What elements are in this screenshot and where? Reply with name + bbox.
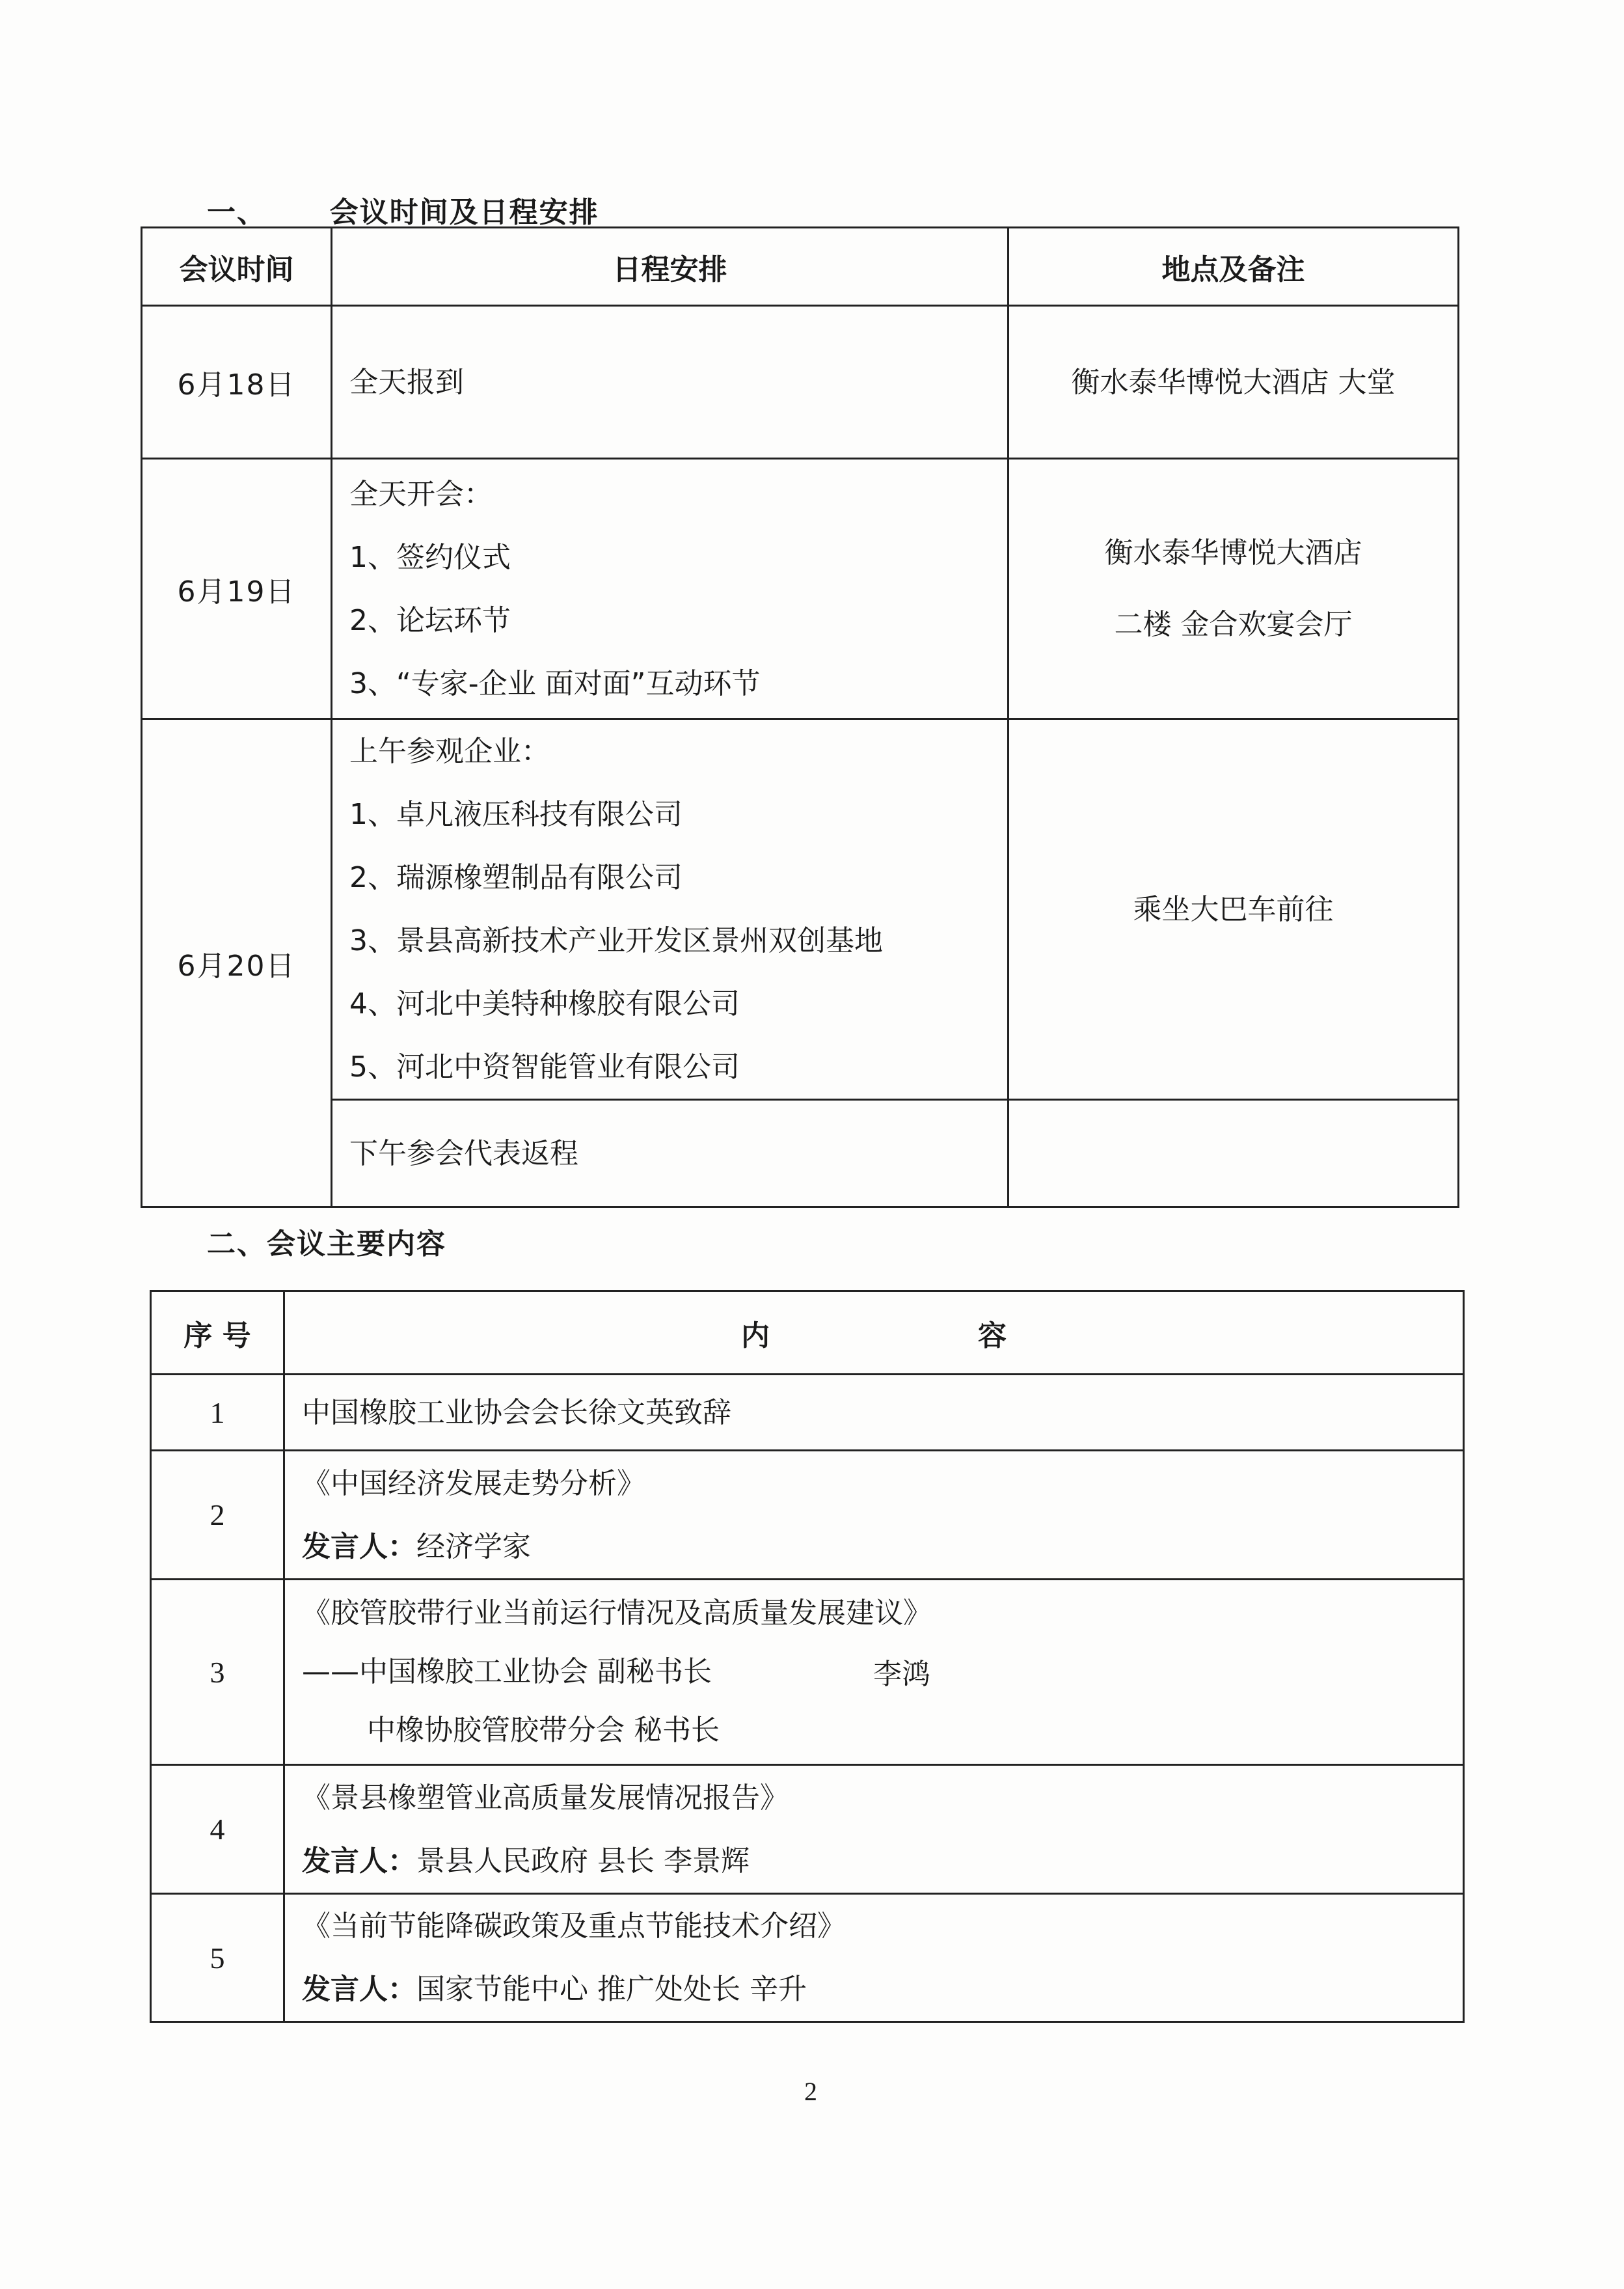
section-1-number: 一、: [207, 196, 267, 229]
location-cell: [1008, 459, 1459, 719]
content-line: 《胶管胶带行业当前运行情况及高质量发展建议》: [302, 1597, 932, 1630]
agenda-item: 1、卓凡液压科技有限公司: [349, 798, 683, 831]
agenda-item: 上午参观企业：: [349, 735, 550, 768]
content-line: 《当前节能降碳政策及重点节能技术介绍》: [302, 1910, 846, 1943]
agenda-item: 2、瑞源橡塑制品有限公司: [349, 861, 683, 894]
row-number: 1: [151, 1375, 284, 1451]
speaker-label: 发言人：: [302, 1973, 416, 2006]
content-cell: [284, 1580, 1464, 1765]
header-content-char-2: 容: [978, 1319, 1007, 1352]
speaker-name: 经济学家: [416, 1529, 531, 1563]
header-number: 序 号: [151, 1291, 284, 1375]
content-header-row: [151, 1291, 1464, 1375]
speaker-line: [302, 1830, 1463, 1893]
row-number: 3: [151, 1580, 284, 1765]
speaker-name: 景县人民政府 县长 李景辉: [416, 1844, 750, 1878]
agenda-item: 3、“专家-企业 面对面”互动环节: [349, 666, 761, 700]
agenda-item: 5、河北中资智能管业有限公司: [349, 1050, 740, 1084]
agenda-item: 全天报到: [349, 365, 464, 399]
schedule-row-19: [142, 459, 1459, 719]
schedule-table: [141, 226, 1459, 1208]
content-cell: [284, 1894, 1464, 2022]
location-cell: [1008, 719, 1459, 1100]
page-number: 2: [804, 2077, 817, 2106]
location-line: 乘坐大巴车前往: [1133, 892, 1334, 926]
header-time: 会议时间: [142, 228, 332, 306]
speaker-label: 发言人：: [302, 1529, 416, 1563]
content-row-4: [151, 1765, 1464, 1894]
section-2-title: 二、会议主要内容: [207, 1227, 446, 1261]
row-number: 5: [151, 1894, 284, 2022]
schedule-row-18: [142, 306, 1459, 459]
schedule-row-20-afternoon: [142, 1100, 1459, 1207]
row-number: 2: [151, 1451, 284, 1580]
speaker-line: [302, 1515, 1463, 1578]
agenda-cell: [332, 1100, 1008, 1207]
content-line: 《中国经济发展走势分析》: [302, 1466, 645, 1500]
location-line: 衡水泰华博悦大酒店 大堂: [1071, 365, 1396, 399]
speaker-name: 国家节能中心 推广处处长 辛升: [416, 1973, 807, 2006]
content-line: 中橡协胶管胶带分会 秘书长: [367, 1714, 720, 1747]
header-content-char-1: 内: [741, 1319, 770, 1352]
date-cell: 6月20日: [142, 719, 332, 1207]
agenda-cell: [332, 459, 1008, 719]
date-cell: 6月18日: [142, 306, 332, 459]
agenda-item: 1、签约仪式: [349, 540, 511, 574]
location-line: 衡水泰华博悦大酒店: [1104, 536, 1362, 569]
schedule-header-row: [142, 228, 1459, 306]
content-row-2: [151, 1451, 1464, 1580]
content-row-1: [151, 1375, 1464, 1451]
content-cell: [284, 1451, 1464, 1580]
location-cell: [1008, 306, 1459, 459]
content-line: 《景县橡塑管业高质量发展情况报告》: [302, 1781, 789, 1815]
content-row-5: [151, 1894, 1464, 2022]
section-1-title: [207, 189, 599, 230]
speaker-label: 发言人：: [302, 1844, 416, 1878]
agenda-item: 4、河北中美特种橡胶有限公司: [349, 987, 740, 1021]
location-line: 二楼 金合欢宴会厅: [1114, 607, 1353, 641]
content-table: [150, 1290, 1465, 2023]
row-number: 4: [151, 1765, 284, 1894]
speaker-name: 李鸿: [873, 1658, 930, 1691]
content-row-3: [151, 1580, 1464, 1765]
agenda-cell: [332, 719, 1008, 1100]
content-line: ——中国橡胶工业协会 副秘书长: [302, 1655, 712, 1688]
content-cell: [284, 1375, 1464, 1451]
schedule-row-20: [142, 719, 1459, 1100]
section-1-heading: 会议时间及日程安排: [329, 196, 599, 229]
content-line: 中国橡胶工业协会会长徐文英致辞: [302, 1395, 731, 1429]
header-agenda: 日程安排: [332, 228, 1008, 306]
location-cell: [1008, 1100, 1459, 1207]
header-content: [284, 1291, 1464, 1375]
speaker-block: [302, 1584, 1463, 1760]
agenda-cell: [332, 306, 1008, 459]
speaker-line: [302, 1958, 1463, 2021]
content-cell: [284, 1765, 1464, 1894]
date-cell: 6月19日: [142, 459, 332, 719]
agenda-item: 下午参会代表返程: [349, 1136, 578, 1170]
header-location: 地点及备注: [1008, 228, 1459, 306]
agenda-item: 2、论坛环节: [349, 603, 511, 637]
agenda-item: 全天开会：: [349, 477, 493, 511]
agenda-item: 3、景县高新技术产业开发区景州双创基地: [349, 924, 883, 957]
